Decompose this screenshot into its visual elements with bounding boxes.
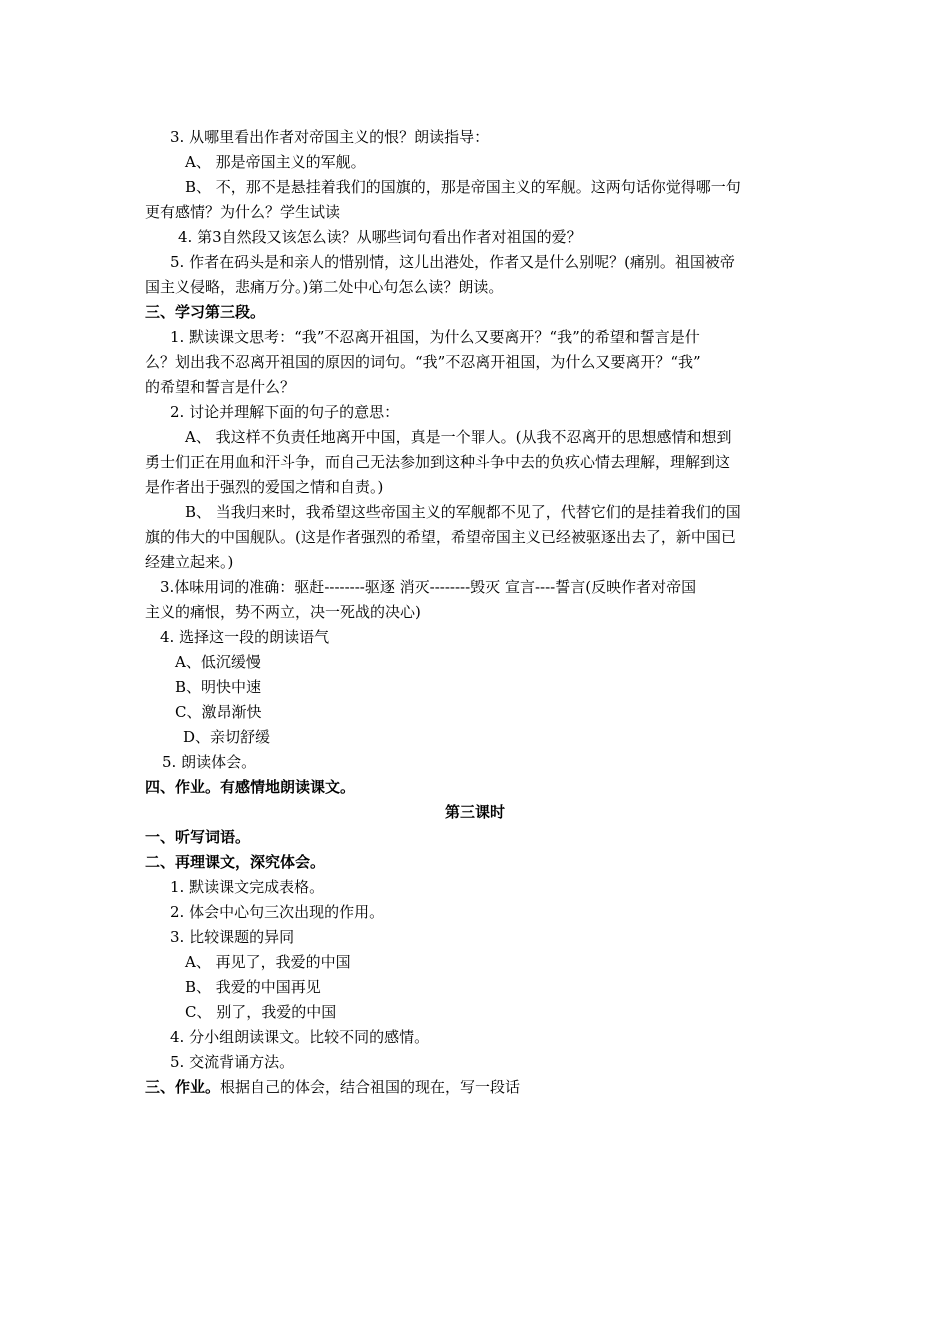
text-line: 1. 默读课文完成表格。 <box>170 878 325 896</box>
text-line: 国主义侵略，悲痛万分。)第二处中心句怎么读？朗读。 <box>145 278 504 296</box>
section-heading: 四、作业。有感情地朗读课文。 <box>145 778 356 796</box>
option-item: C、 别了，我爱的中国 <box>185 1003 337 1021</box>
section-heading: 一、听写词语。 <box>145 828 251 846</box>
text-line: 5. 朗读体会。 <box>162 753 257 771</box>
text-line: 是作者出于强烈的爱国之情和自责。) <box>145 478 384 496</box>
text-line: 4. 选择这一段的朗读语气 <box>160 628 330 646</box>
option-item: C、激昂渐快 <box>175 703 262 721</box>
text-line: 2. 体会中心句三次出现的作用。 <box>170 903 385 921</box>
text-line: 3. 从哪里看出作者对帝国主义的恨？朗读指导： <box>170 128 490 146</box>
text-line: 4. 第3自然段又该怎么读？从哪些词句看出作者对祖国的爱？ <box>178 228 582 246</box>
text-line: 3.体味用词的准确：驱赶--------驱逐 消灭--------毁灭 宣言----誓言(反映作者对帝国 <box>160 578 697 596</box>
text-line: 5. 交流背诵方法。 <box>170 1053 295 1071</box>
option-item: D、亲切舒缓 <box>183 728 271 746</box>
section-heading: 二、再理课文，深究体会。 <box>145 853 326 871</box>
text-line: 4. 分小组朗读课文。比较不同的感情。 <box>170 1028 430 1046</box>
text-line: A、 我这样不负责任地离开中国，真是一个罪人。(从我不忍离开的思想感情和想到 <box>185 428 732 446</box>
text-line: A、 那是帝国主义的军舰。 <box>185 153 366 171</box>
option-item: B、 我爱的中国再见 <box>185 978 321 996</box>
section-heading: 三、学习第三段。 <box>145 303 266 321</box>
section-heading: 三、作业。 <box>145 1078 221 1096</box>
homework-line <box>145 1077 520 1097</box>
option-item: A、低沉缓慢 <box>175 653 261 671</box>
text-line: 勇士们正在用血和汗斗争，而自己无法参加到这种斗争中去的负疚心情去理解，理解到这 <box>145 453 731 471</box>
option-item: B、明快中速 <box>175 678 262 696</box>
text-line: 2. 讨论并理解下面的句子的意思： <box>170 403 400 421</box>
text-line: 1. 默读课文思考：“我”不忍离开祖国，为什么又要离开？“我”的希望和誓言是什 <box>170 328 700 346</box>
option-item: A、 再见了，我爱的中国 <box>185 953 351 971</box>
text-line: B、 不，那不是悬挂着我们的国旗的，那是帝国主义的军舰。这两句话你觉得哪一句 <box>185 178 741 196</box>
text-line: 更有感情？为什么？学生试读 <box>145 203 341 221</box>
text-line: 5. 作者在码头是和亲人的惜别情，这儿出港处，作者又是什么别呢？(痛别。祖国被帝 <box>170 253 735 271</box>
text-line: 旗的伟大的中国舰队。(这是作者强烈的希望，希望帝国主义已经被驱逐出去了，新中国已 <box>145 528 736 546</box>
homework-text: 根据自己的体会，结合祖国的现在，写一段话 <box>220 1078 521 1096</box>
text-line: 3. 比较课题的异同 <box>170 928 295 946</box>
text-line: B、 当我归来时，我希望这些帝国主义的军舰都不见了，代替它们的是挂着我们的国 <box>185 503 741 521</box>
text-line: 经建立起来。) <box>145 553 234 571</box>
text-line: 么？划出我不忍离开祖国的原因的词句。“我”不忍离开祖国，为什么又要离开？“我” <box>145 353 701 371</box>
text-line: 主义的痛恨，势不两立，决一死战的决心) <box>145 603 421 621</box>
lesson-title: 第三课时 <box>444 803 505 821</box>
text-line: 的希望和誓言是什么？ <box>145 378 296 396</box>
